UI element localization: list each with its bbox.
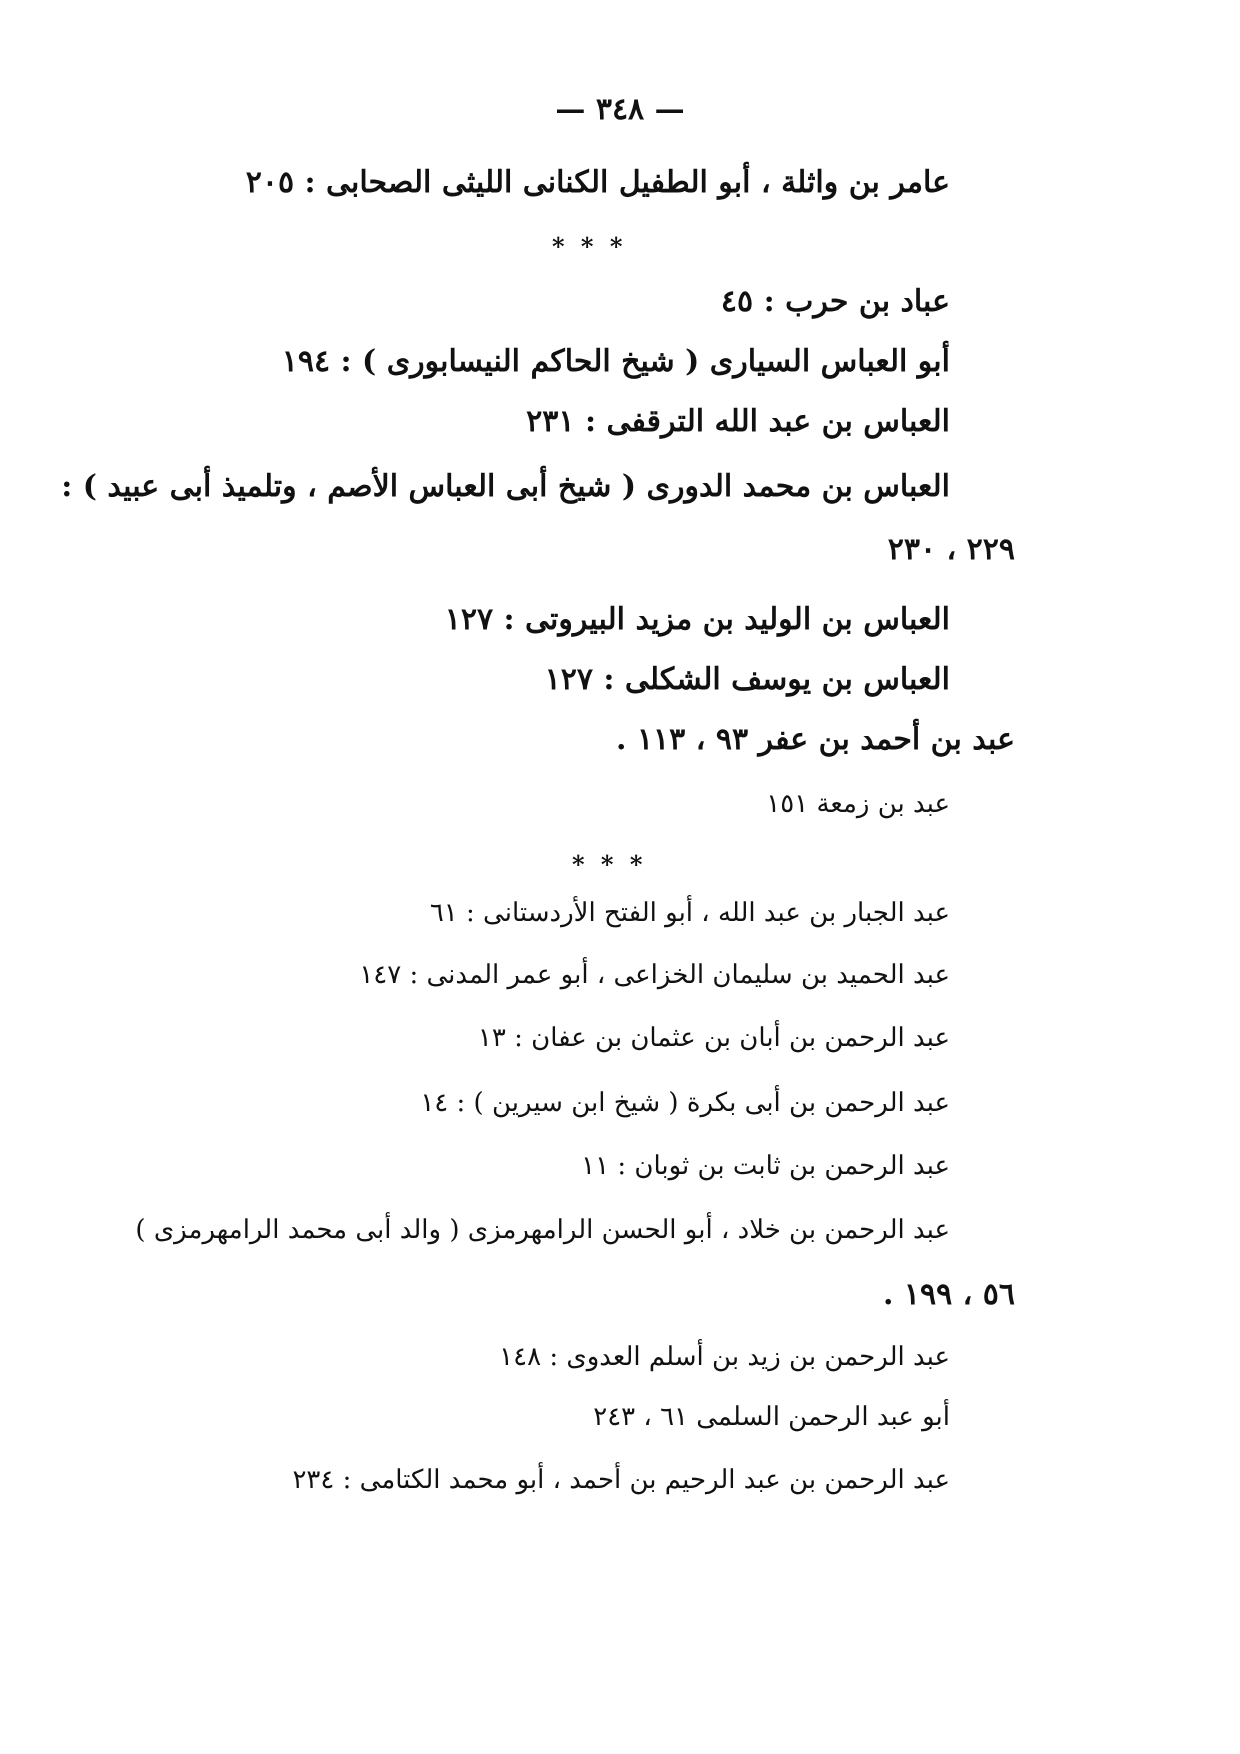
index-entry: عبد الرحمن بن زيد بن أسلم العدوى : ١٤٨ <box>499 1342 950 1372</box>
index-entry: عامر بن واثلة ، أبو الطفيل الكنانى الليثى الصحابى : ٢٠٥ <box>245 165 950 200</box>
index-entry: أبو العباس السيارى ( شيخ الحاكم النيسابورى ) : ١٩٤ <box>281 344 950 379</box>
index-entry: العباس بن يوسف الشكلى : ١٢٧ <box>544 662 950 697</box>
index-entry: العباس بن الوليد بن مزيد البيروتى : ١٢٧ <box>444 602 950 637</box>
index-entry: عبد الحميد بن سليمان الخزاعى ، أبو عمر المدنى : ١٤٧ <box>359 960 950 990</box>
index-entry: العباس بن محمد الدورى ( شيخ أبى العباس الأصم ، وتلميذ أبى عبيد ) : <box>61 469 950 504</box>
index-entry: عبد بن زمعة ١٥١ <box>766 789 950 819</box>
index-entry: عبد بن أحمد بن عفر ٩٣ ، ١١٣ . <box>616 722 1015 757</box>
index-entry: عباد بن حرب : ٤٥ <box>720 284 950 319</box>
index-entry: عبد الرحمن بن أبى بكرة ( شيخ ابن سيرين ) : ١٤ <box>420 1088 950 1118</box>
index-entry: العباس بن عبد الله الترقفى : ٢٣١ <box>526 404 950 439</box>
index-entry: عبد الجبار بن عبد الله ، أبو الفتح الأردستانى : ٦١ <box>429 898 950 928</box>
section-separator: * * * <box>572 850 647 879</box>
index-entry-continuation: ٥٦ ، ١٩٩ . <box>882 1277 1015 1312</box>
index-entry: عبد الرحمن بن عبد الرحيم بن أحمد ، أبو محمد الكتامى : ٢٣٤ <box>292 1465 950 1495</box>
index-entry: عبد الرحمن بن أبان بن عثمان بن عفان : ١٣ <box>477 1023 950 1053</box>
page-number: — ٣٤٨ — <box>555 92 685 127</box>
index-entry: أبو عبد الرحمن السلمى ٦١ ، ٢٤٣ <box>593 1402 950 1432</box>
index-entry: عبد الرحمن بن خلاد ، أبو الحسن الرامهرمزى ( والد أبى محمد الرامهرمزى ) <box>135 1215 950 1245</box>
index-entry: عبد الرحمن بن ثابت بن ثوبان : ١١ <box>581 1151 950 1181</box>
section-separator: * * * <box>552 232 627 261</box>
index-entry-continuation: ٢٢٩ ، ٢٣٠ <box>887 532 1015 567</box>
